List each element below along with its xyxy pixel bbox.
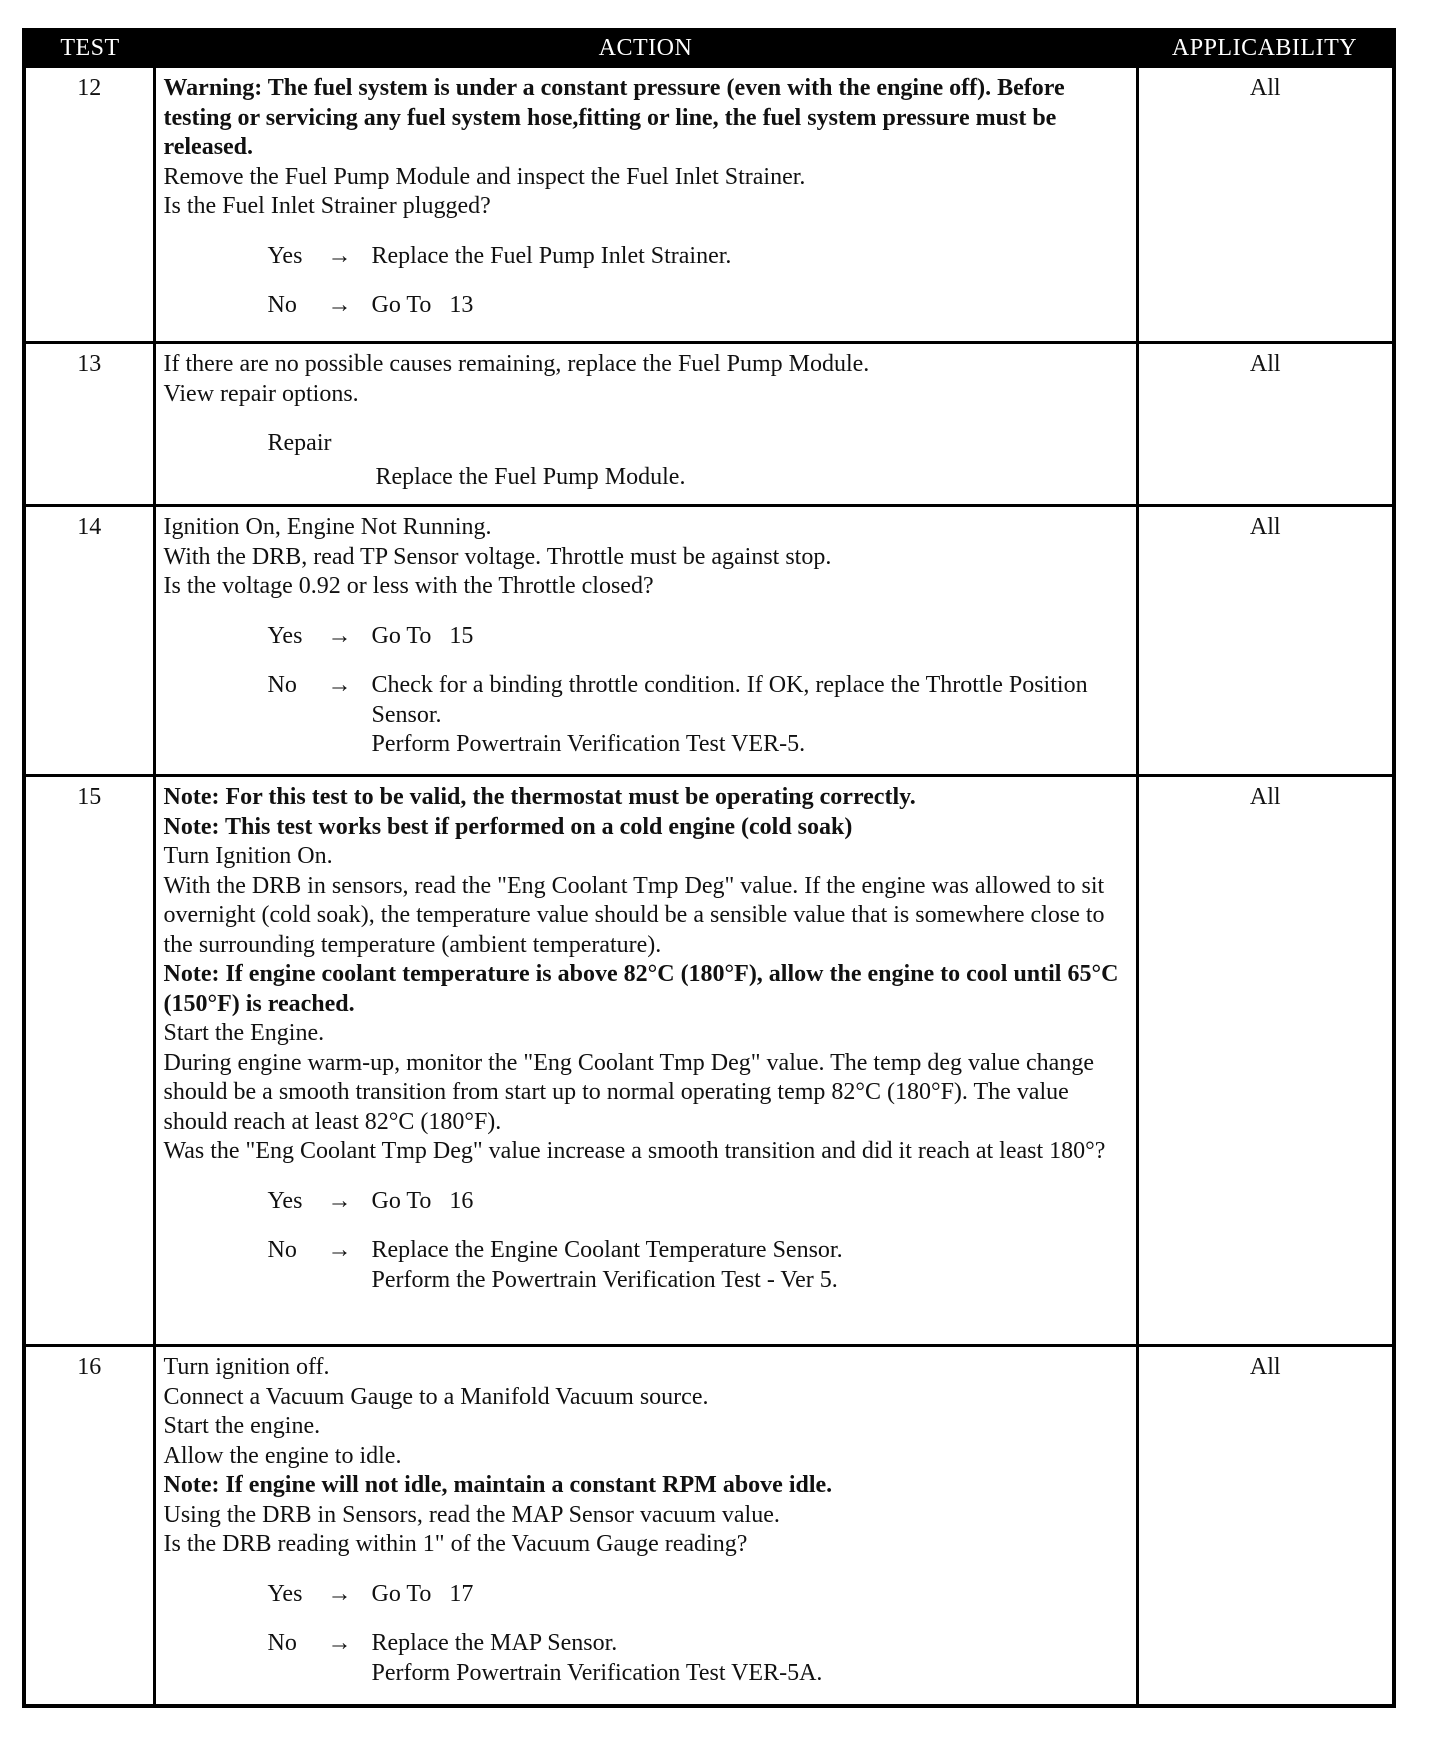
instruction-text: With the DRB in sensors, read the "Eng Coolant Tmp Deg" value. If the engine was allowed to sit overnight (cold soak), the temperature value should be a sensible value that is somewhere close to the surrounding temperature (ambient temperature). xyxy=(163,872,1105,958)
test-row-13 xyxy=(26,343,1392,506)
yes-response xyxy=(268,1187,1130,1217)
no-response xyxy=(268,1629,1130,1688)
arrow-icon: → xyxy=(327,1237,352,1263)
applicability-value: All xyxy=(1137,1346,1392,1704)
question-text: Is the voltage 0.92 or less with the Throttle closed? xyxy=(163,573,654,599)
test-row-14 xyxy=(26,506,1392,776)
action-cell xyxy=(154,67,1137,343)
yes-label: Yes xyxy=(267,1187,303,1214)
action-cell xyxy=(154,506,1137,776)
instruction-text: Turn Ignition On. xyxy=(163,843,333,869)
arrow-icon: → xyxy=(327,292,352,318)
instruction-text: Start the Engine. xyxy=(163,1020,325,1046)
question-text: Was the "Eng Coolant Tmp Deg" value increase a smooth transition and did it reach at least 180°? xyxy=(163,1138,1106,1164)
header-action: ACTION xyxy=(154,32,1137,67)
action-cell xyxy=(154,776,1137,1346)
header-applicability: APPLICABILITY xyxy=(1137,32,1392,67)
no-text xyxy=(372,1629,1130,1688)
no-label: No xyxy=(267,1630,297,1656)
no-text xyxy=(372,671,1130,760)
instruction-text: During engine warm-up, monitor the "Eng Coolant Tmp Deg" value. The temp deg value change should be a smooth transition from start up to normal operating temp 82°C (180°F). The value should reach at least 82°C (180°F). xyxy=(163,1049,1094,1135)
no-text-line: Perform Powertrain Verification Test VER-5A. xyxy=(371,1659,823,1686)
no-response xyxy=(268,291,1130,321)
no-text-line: Replace the Engine Coolant Temperature Sensor. xyxy=(371,1237,843,1263)
instruction-text: Remove the Fuel Pump Module and inspect the Fuel Inlet Strainer. xyxy=(163,163,806,190)
instruction-text: View repair options. xyxy=(163,380,359,407)
yes-text: Go To 15 xyxy=(371,622,474,649)
arrow-icon: → xyxy=(327,1580,352,1607)
warning-text: Warning: The fuel system is under a constant pressure (even with the engine off). Before testing or servicing any fuel system hose,fitting or line, the fuel system pressure must be released. xyxy=(163,75,1065,160)
applicability-value: All xyxy=(1137,67,1392,343)
action-cell xyxy=(154,343,1137,506)
instruction-text: Start the engine. xyxy=(163,1413,321,1439)
instruction-text: If there are no possible causes remaining, replace the Fuel Pump Module. xyxy=(163,351,870,377)
no-label: No xyxy=(267,1237,297,1263)
note-text: Note: For this test to be valid, the thermostat must be operating correctly. xyxy=(163,784,916,810)
repair-text: Replace the Fuel Pump Module. xyxy=(375,463,686,490)
note-text: Note: This test works best if performed on a cold engine (cold soak) xyxy=(163,813,853,840)
header-test: TEST xyxy=(26,32,154,67)
arrow-icon: → xyxy=(327,622,352,649)
diagnostic-test-table xyxy=(22,28,1396,1708)
test-row-12 xyxy=(26,67,1392,343)
yes-response xyxy=(268,1580,1130,1610)
note-text: Note: If engine will not idle, maintain a constant RPM above idle. xyxy=(163,1472,833,1498)
yes-response xyxy=(268,622,1130,652)
action-cell xyxy=(154,1346,1137,1704)
arrow-icon: → xyxy=(327,672,352,698)
no-text-line: Replace the MAP Sensor. xyxy=(371,1630,618,1656)
test-number: 15 xyxy=(26,776,154,1346)
yes-label: Yes xyxy=(267,622,303,649)
yes-response xyxy=(268,242,1130,272)
yes-text: Go To 17 xyxy=(371,1580,474,1607)
test-number: 13 xyxy=(26,343,154,506)
test-number: 16 xyxy=(26,1346,154,1704)
applicability-value: All xyxy=(1137,506,1392,776)
note-text: Note: If engine coolant temperature is above 82°C (180°F), allow the engine to cool until 65°C (150°F) is reached. xyxy=(163,961,1119,1017)
no-response xyxy=(268,1236,1130,1295)
yes-text: Go To 16 xyxy=(371,1187,474,1214)
instruction-text: Turn ignition off. xyxy=(163,1354,330,1380)
applicability-value: All xyxy=(1137,776,1392,1346)
arrow-icon: → xyxy=(327,242,352,269)
yes-label: Yes xyxy=(267,1580,303,1607)
arrow-icon: → xyxy=(327,1630,352,1656)
repair-label: Repair xyxy=(267,430,332,456)
no-text xyxy=(372,1236,1130,1295)
question-text: Is the Fuel Inlet Strainer plugged? xyxy=(163,193,491,219)
no-text: Go To 13 xyxy=(371,292,474,318)
yes-text: Replace the Fuel Pump Inlet Strainer. xyxy=(371,242,732,269)
applicability-value: All xyxy=(1137,343,1392,506)
instruction-text: Allow the engine to idle. xyxy=(163,1442,402,1469)
arrow-icon: → xyxy=(327,1187,352,1214)
instruction-text: With the DRB, read TP Sensor voltage. Throttle must be against stop. xyxy=(163,543,832,570)
no-text-line: Perform Powertrain Verification Test VER-5. xyxy=(371,731,806,757)
test-number: 14 xyxy=(26,506,154,776)
no-label: No xyxy=(267,292,297,318)
test-row-16 xyxy=(26,1346,1392,1704)
header-row xyxy=(26,32,1392,67)
instruction-text: Using the DRB in Sensors, read the MAP Sensor vacuum value. xyxy=(163,1501,780,1528)
instruction-text: Connect a Vacuum Gauge to a Manifold Vacuum source. xyxy=(163,1383,709,1410)
no-text-line: Check for a binding throttle condition. If OK, replace the Throttle Position Sensor. xyxy=(371,672,1088,728)
test-number: 12 xyxy=(26,67,154,343)
no-text-line: Perform the Powertrain Verification Test - Ver 5. xyxy=(371,1266,838,1293)
no-label: No xyxy=(267,672,297,698)
instruction-text: Ignition On, Engine Not Running. xyxy=(163,514,492,540)
no-response xyxy=(268,671,1130,760)
question-text: Is the DRB reading within 1" of the Vacuum Gauge reading? xyxy=(163,1531,748,1557)
yes-label: Yes xyxy=(267,242,303,269)
test-row-15 xyxy=(26,776,1392,1346)
